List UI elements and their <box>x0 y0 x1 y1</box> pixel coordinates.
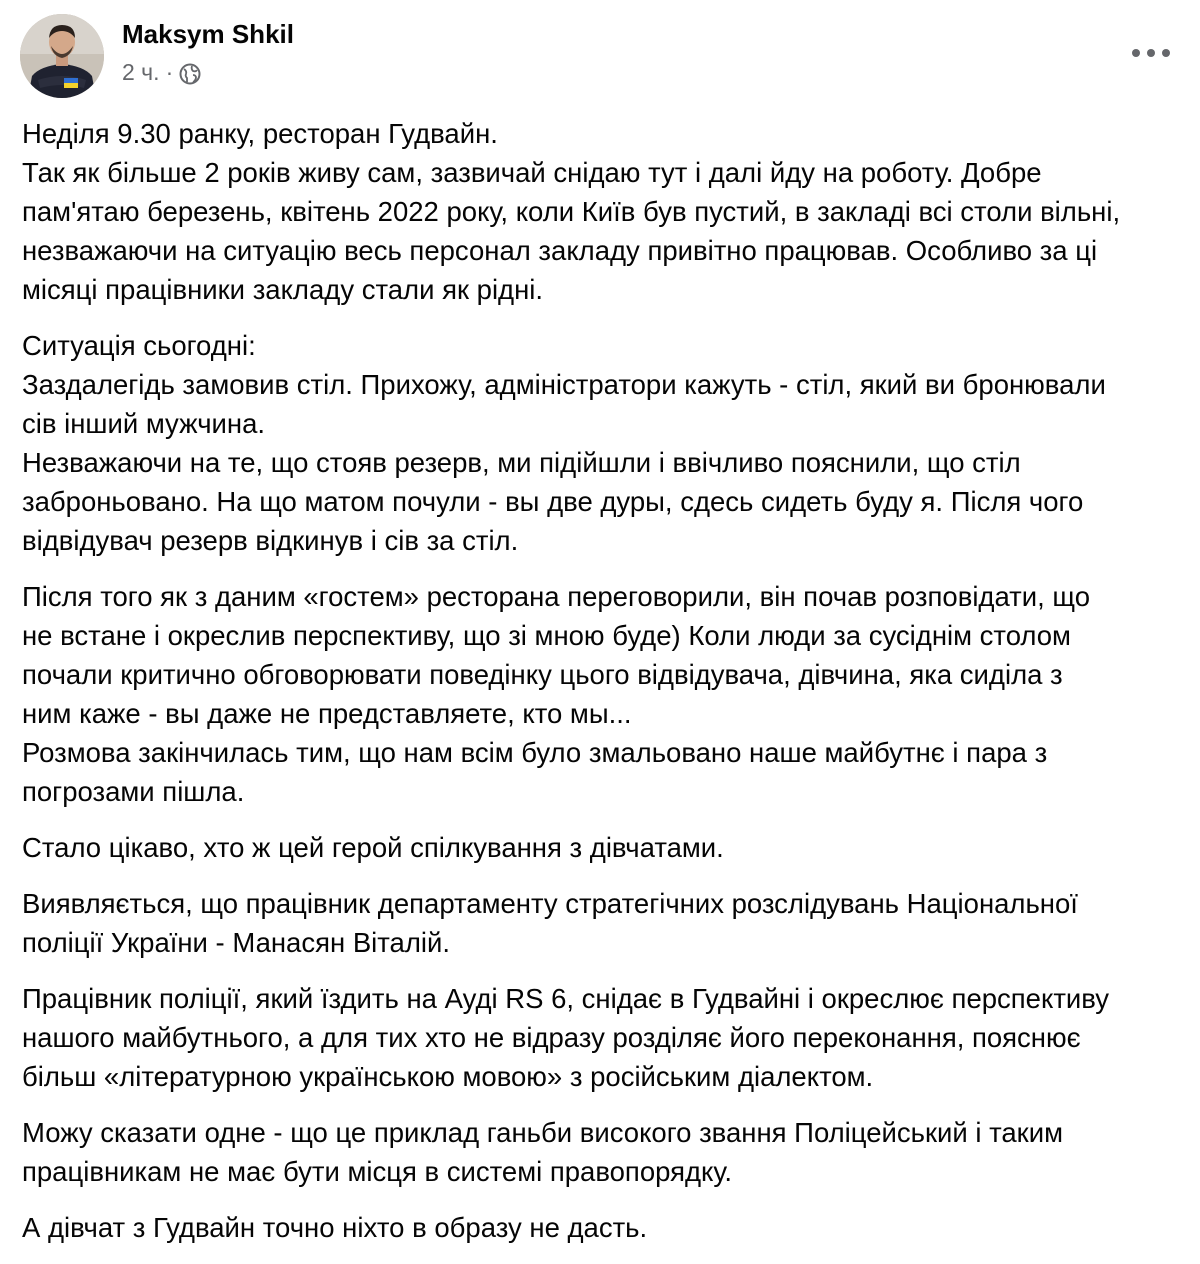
text-line: Так як більше 2 років живу сам, зазвичай снідаю тут і далі йду на роботу. Добре <box>22 157 1042 188</box>
text-line: місяці працівники закладу стали як рідні. <box>22 274 544 305</box>
post-body <box>22 114 1187 1264</box>
post-meta <box>122 56 294 88</box>
globe-icon[interactable] <box>179 61 201 83</box>
text-line: заброньовано. На що матом почули - вы две дуры, сдесь сидеть буду я. Після чого <box>22 486 1084 517</box>
post-paragraph <box>22 577 1187 811</box>
text-line: нашого майбутнього, а для тих хто не відразу розділяє його переконання, пояснює <box>22 1022 1081 1053</box>
text-line: більш «літературною українською мовою» з російським діалектом. <box>22 1061 874 1092</box>
text-line: Заздалегідь замовив стіл. Прихожу, адміністратори кажуть - стіл, який ви бронювали <box>22 369 1106 400</box>
post-time[interactable]: 2 ч. <box>122 59 160 85</box>
text-line: погрозами пішла. <box>22 776 245 807</box>
text-line: Можу сказати одне - що це приклад ганьби високого звання Поліцейський і таким <box>22 1117 1063 1148</box>
text-line: не встане і окреслив перспективу, що зі мною буде) Коли люди за сусіднім столом <box>22 620 1071 651</box>
post-paragraph <box>22 326 1187 560</box>
post-paragraph <box>22 1208 1187 1247</box>
text-line: Незважаючи на те, що стояв резерв, ми підійшли і ввічливо пояснили, що стіл <box>22 447 1021 478</box>
text-line: поліції України - Манасян Віталій. <box>22 927 451 958</box>
profile-photo <box>20 14 104 98</box>
text-line: Стало цікаво, хто ж цей герой спілкування з дівчатами. <box>22 832 724 863</box>
post-paragraph <box>22 884 1187 962</box>
ellipsis-icon <box>1131 48 1171 58</box>
text-line: незважаючи на ситуацію весь персонал закладу привітно працював. Особливо за ці <box>22 235 1098 266</box>
text-line: Виявляється, що працівник департаменту стратегічних розслідувань Національної <box>22 888 1078 919</box>
post-paragraph <box>22 1113 1187 1191</box>
text-line: почали критично обговорювати поведінку цього відвідувача, дівчина, яка сиділа з <box>22 659 1063 690</box>
text-line: Працівник поліції, який їздить на Ауді RS 6, снідає в Гудвайні і окреслює перспективу <box>22 983 1110 1014</box>
text-line: Неділя 9.30 ранку, ресторан Гудвайн. <box>22 118 498 149</box>
author-block <box>122 14 294 88</box>
text-line: Розмова закінчилась тим, що нам всім було змальовано наше майбутнє і пара з <box>22 737 1048 768</box>
text-line: сів інший мужчина. <box>22 408 266 439</box>
author-name[interactable]: Maksym Shkil <box>122 19 294 49</box>
text-line: Після того як з даним «гостем» ресторана переговорили, він почав розповідати, що <box>22 581 1091 612</box>
post-paragraph <box>22 828 1187 867</box>
text-line: ним каже - вы даже не представляете, кто мы... <box>22 698 632 729</box>
text-line: Ситуація сьогодні: <box>22 330 256 361</box>
post-paragraph <box>22 114 1187 309</box>
author-avatar[interactable] <box>20 14 104 98</box>
text-line: А дівчат з Гудвайн точно ніхто в образу не дасть. <box>22 1212 648 1243</box>
post-header <box>20 14 294 104</box>
meta-separator: · <box>165 59 174 85</box>
post-paragraph <box>22 979 1187 1096</box>
text-line: відвідувач резерв відкинув і сів за стіл. <box>22 525 519 556</box>
text-line: працівникам не має бути місця в системі правопорядку. <box>22 1156 733 1187</box>
text-line: пам'ятаю березень, квітень 2022 року, коли Київ був пустий, в закладі всі столи вільні, <box>22 196 1121 227</box>
post-options-button[interactable] <box>1128 36 1174 70</box>
